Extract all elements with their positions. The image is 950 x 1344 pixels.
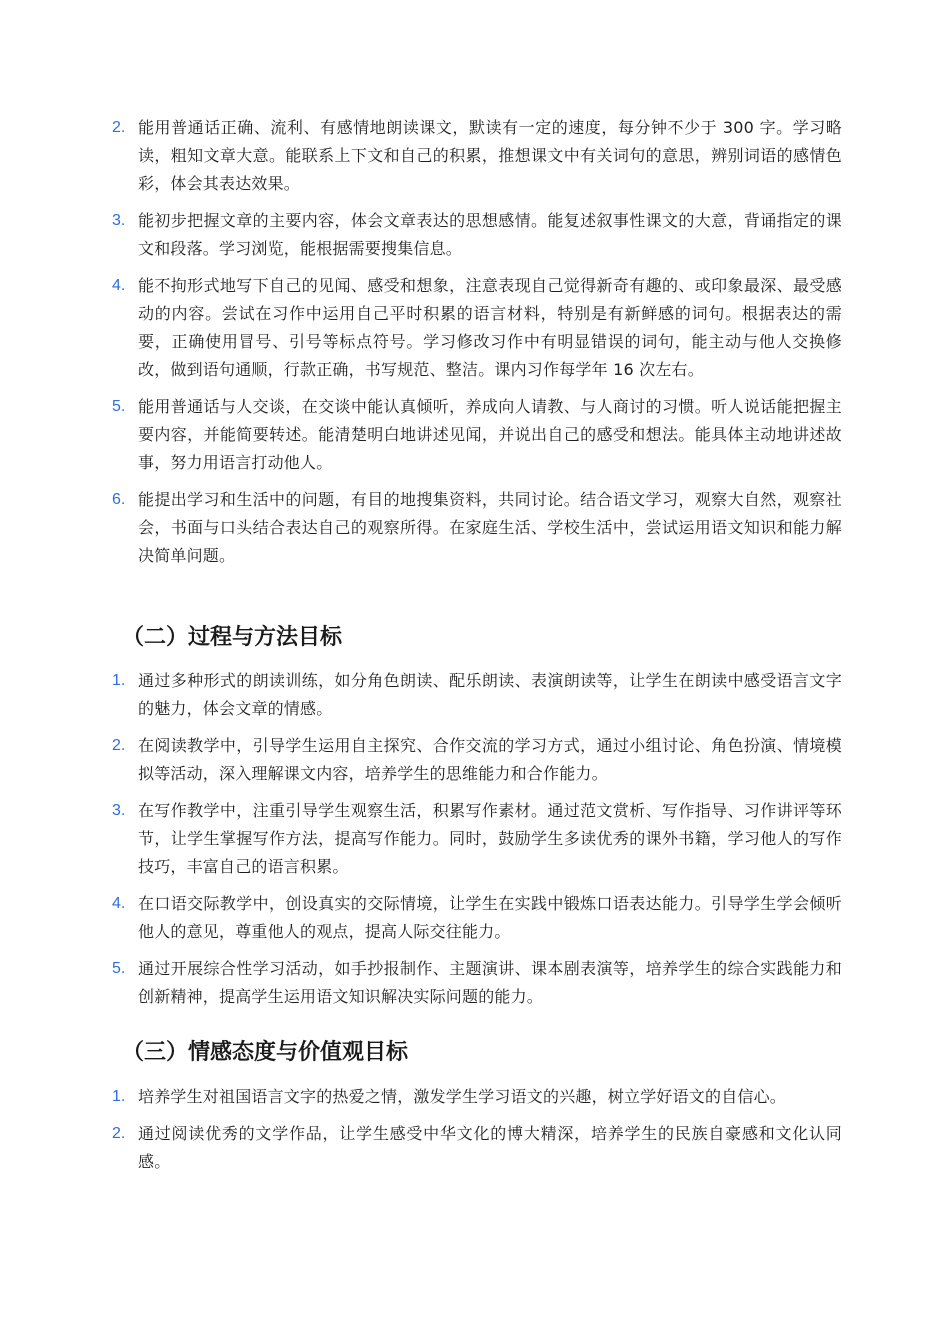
list-number: 1. <box>112 672 126 689</box>
list-number: 2. <box>112 1125 126 1142</box>
list-number: 4. <box>112 895 126 912</box>
knowledge-goals-list <box>112 114 842 570</box>
list-number: 5. <box>112 960 126 977</box>
list-number: 1. <box>112 1088 126 1105</box>
list-item <box>112 207 842 263</box>
list-item <box>112 797 842 881</box>
list-item-text: 能不拘形式地写下自己的见闻、感受和想象，注意表现自己觉得新奇有趣的、或印象最深、最受感动的内容。尝试在习作中运用自己平时积累的语言材料，特别是有新鲜感的词句。根据表达的需要，正确使用冒号、引号等标点符号。学习修改习作中有明显错误的词句，能主动与他人交换修改，做到语句通顺，行款正确，书写规范、整洁。课内习作每学年 16 次左右。 <box>138 276 842 379</box>
list-item <box>112 1083 842 1111</box>
list-item-text: 能提出学习和生活中的问题，有目的地搜集资料，共同讨论。结合语文学习，观察大自然，观察社会，书面与口头结合表达自己的观察所得。在家庭生活、学校生活中，尝试运用语文知识和能力解决简单问题。 <box>138 490 842 565</box>
list-item <box>112 1120 842 1176</box>
section-heading-emotion-values: （三）情感态度与价值观目标 <box>122 1040 409 1065</box>
list-item <box>112 955 842 1011</box>
list-item <box>112 667 842 723</box>
section-heading-process-methods: （二）过程与方法目标 <box>122 625 343 650</box>
list-item <box>112 890 842 946</box>
list-number: 3. <box>112 212 126 229</box>
list-item <box>112 393 842 477</box>
list-item-text: 能初步把握文章的主要内容，体会文章表达的思想感情。能复述叙事性课文的大意，背诵指定的课文和段落。学习浏览，能根据需要搜集信息。 <box>138 211 842 258</box>
list-item <box>112 732 842 788</box>
list-item-text: 在写作教学中，注重引导学生观察生活，积累写作素材。通过范文赏析、写作指导、习作讲评等环节，让学生掌握写作方法，提高写作能力。同时，鼓励学生多读优秀的课外书籍，学习他人的写作技巧，丰富自己的语言积累。 <box>138 801 842 876</box>
list-item-text: 在阅读教学中，引导学生运用自主探究、合作交流的学习方式，通过小组讨论、角色扮演、情境模拟等活动，深入理解课文内容，培养学生的思维能力和合作能力。 <box>138 736 842 783</box>
list-number: 3. <box>112 802 126 819</box>
list-item-text: 在口语交际教学中，创设真实的交际情境，让学生在实践中锻炼口语表达能力。引导学生学会倾听他人的意见，尊重他人的观点，提高人际交往能力。 <box>138 894 842 941</box>
list-item-text: 能用普通话正确、流利、有感情地朗读课文，默读有一定的速度，每分钟不少于 300 字。学习略读，粗知文章大意。能联系上下文和自己的积累，推想课文中有关词句的意思，辨别词语的感情色彩，体会其表达效果。 <box>138 118 842 193</box>
list-item-text: 培养学生对祖国语言文字的热爱之情，激发学生学习语文的兴趣，树立学好语文的自信心。 <box>138 1087 787 1106</box>
list-number: 5. <box>112 398 126 415</box>
emotion-values-list <box>112 1083 842 1176</box>
list-item-text: 通过阅读优秀的文学作品，让学生感受中华文化的博大精深，培养学生的民族自豪感和文化认同感。 <box>138 1124 842 1171</box>
list-number: 6. <box>112 491 126 508</box>
list-item <box>112 114 842 198</box>
list-item <box>112 272 842 384</box>
list-number: 2. <box>112 119 126 136</box>
list-item-text: 能用普通话与人交谈，在交谈中能认真倾听，养成向人请教、与人商讨的习惯。听人说话能把握主要内容，并能简要转述。能清楚明白地讲述见闻，并说出自己的感受和想法。能具体主动地讲述故事，努力用语言打动他人。 <box>138 397 842 472</box>
list-item-text: 通过多种形式的朗读训练，如分角色朗读、配乐朗读、表演朗读等，让学生在朗读中感受语言文字的魅力，体会文章的情感。 <box>138 671 842 718</box>
list-item-text: 通过开展综合性学习活动，如手抄报制作、主题演讲、课本剧表演等，培养学生的综合实践能力和创新精神，提高学生运用语文知识解决实际问题的能力。 <box>138 959 842 1006</box>
process-methods-list <box>112 667 842 1011</box>
list-item <box>112 486 842 570</box>
list-number: 4. <box>112 277 126 294</box>
list-number: 2. <box>112 737 126 754</box>
